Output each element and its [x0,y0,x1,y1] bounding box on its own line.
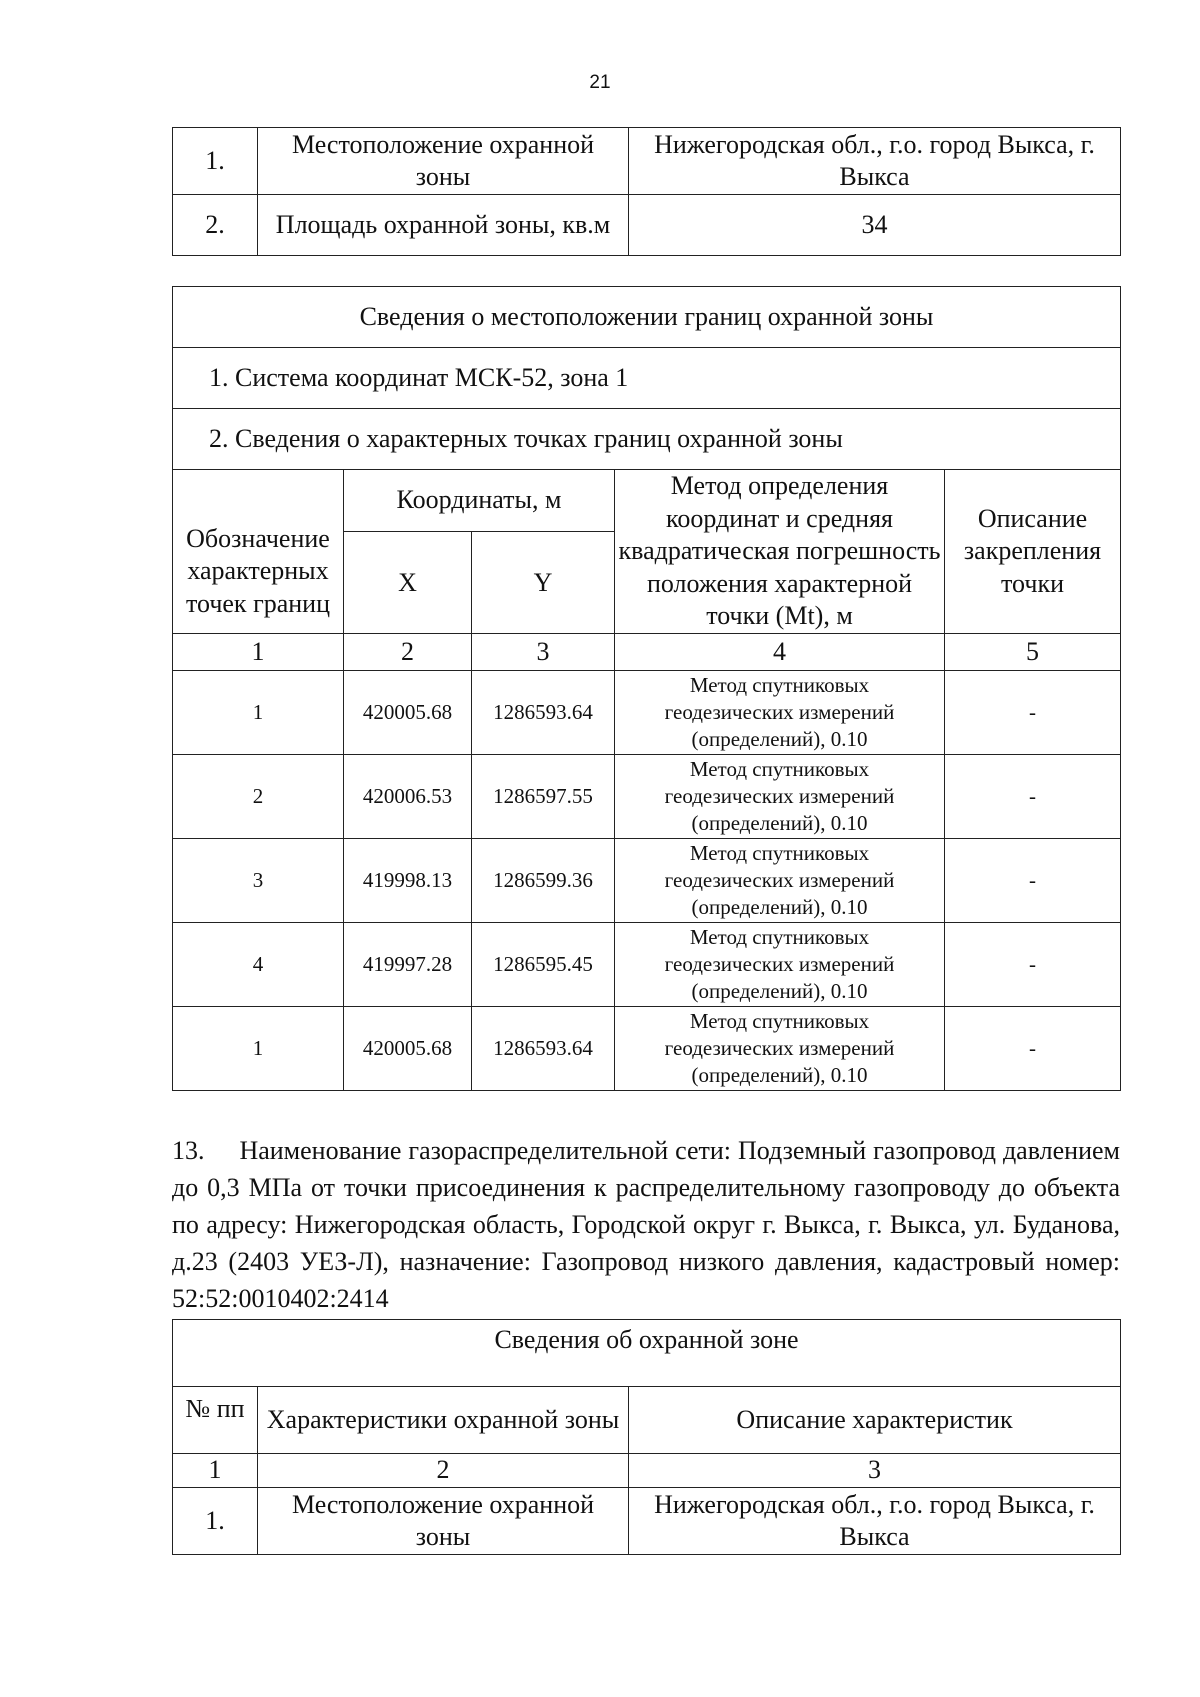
boundary-points-table [172,286,1121,1091]
column-number: 5 [945,634,1121,671]
column-number-row [173,634,1121,671]
header-description: Описание закрепления точки [945,470,1121,634]
coordinate-system: 1. Система координат МСК-52, зона 1 [173,348,1121,409]
table-row [173,923,1121,1007]
header-method: Метод определения координат и средняя квадратическая погрешность положения характерной точки (Mt), м [615,470,945,634]
header-characteristics: Характеристики охранной зоны [258,1387,629,1454]
point-method: Метод спутниковых геодезических измерений (определений), 0.10 [615,755,945,839]
column-number: 3 [629,1454,1121,1488]
point-x: 419998.13 [344,839,472,923]
point-id: 1 [173,671,344,755]
row-number: 1. [173,1488,258,1555]
point-description: - [945,1007,1121,1091]
row-number: 2. [173,195,258,256]
row-number: 1. [173,128,258,195]
points-info: 2. Сведения о характерных точках границ охранной зоны [173,409,1121,470]
point-id: 2 [173,755,344,839]
table-title: Сведения о местоположении границ охранной зоны [173,287,1121,348]
point-x: 420005.68 [344,671,472,755]
column-number: 1 [173,1454,258,1488]
point-description: - [945,671,1121,755]
header-x: X [344,532,472,634]
table-row [173,195,1121,256]
row-label: Площадь охранной зоны, кв.м [258,195,629,256]
table-row [173,755,1121,839]
point-description: - [945,923,1121,1007]
column-number: 2 [344,634,472,671]
table-row [173,1488,1121,1555]
zone-info-table [172,1319,1121,1555]
section-13-paragraph: 13. Наименование газораспределительной сети: Подземный газопровод давлением до 0,3 МПа от точки присоединения к распределительному газопроводу до объекта по адресу: Нижегородская область, Городской округ г. Выкса, г. Выкса, ул. Буданова, д.23 (2403 УЕЗ-Л), назначение: Газопровод низкого давления, кадастровый номер: 52:52:0010402:2414 [172,1136,1120,1313]
row-value: Нижегородская обл., г.о. город Выкса, г. Выкса [629,128,1121,195]
point-y: 1286597.55 [472,755,615,839]
column-number-row [173,1454,1121,1488]
point-method: Метод спутниковых геодезических измерений (определений), 0.10 [615,671,945,755]
table-row [173,839,1121,923]
header-description: Описание характеристик [629,1387,1121,1454]
points-info-row [173,409,1121,470]
table-title: Сведения об охранной зоне [173,1320,1121,1387]
row-value: Нижегородская обл., г.о. город Выкса, г. Выкса [629,1488,1121,1555]
point-method: Метод спутниковых геодезических измерений (определений), 0.10 [615,923,945,1007]
point-x: 420005.68 [344,1007,472,1091]
row-value: 34 [629,195,1121,256]
zone-summary-table [172,127,1121,256]
header-row [173,1387,1121,1454]
table-title-row [173,287,1121,348]
column-number: 4 [615,634,945,671]
table-row [173,128,1121,195]
header-y: Y [472,532,615,634]
page-number: 21 [589,72,611,93]
coordinate-system-row [173,348,1121,409]
point-y: 1286593.64 [472,1007,615,1091]
point-method: Метод спутниковых геодезических измерений (определений), 0.10 [615,1007,945,1091]
header-row [173,470,1121,532]
point-y: 1286595.45 [472,923,615,1007]
row-label: Местоположение охранной зоны [258,1488,629,1555]
column-number: 1 [173,634,344,671]
header-designation: Обозначение характерных точек границ [173,470,344,634]
table-title-row [173,1320,1121,1387]
header-number: № пп [173,1387,258,1454]
column-number: 3 [472,634,615,671]
table-row [173,671,1121,755]
point-y: 1286593.64 [472,671,615,755]
row-label: Местоположение охранной зоны [258,128,629,195]
header-coordinates: Координаты, м [344,470,615,532]
point-id: 1 [173,1007,344,1091]
table-row [173,1007,1121,1091]
point-method: Метод спутниковых геодезических измерений (определений), 0.10 [615,839,945,923]
column-number: 2 [258,1454,629,1488]
point-id: 3 [173,839,344,923]
point-y: 1286599.36 [472,839,615,923]
point-description: - [945,839,1121,923]
point-x: 420006.53 [344,755,472,839]
point-id: 4 [173,923,344,1007]
point-description: - [945,755,1121,839]
point-x: 419997.28 [344,923,472,1007]
